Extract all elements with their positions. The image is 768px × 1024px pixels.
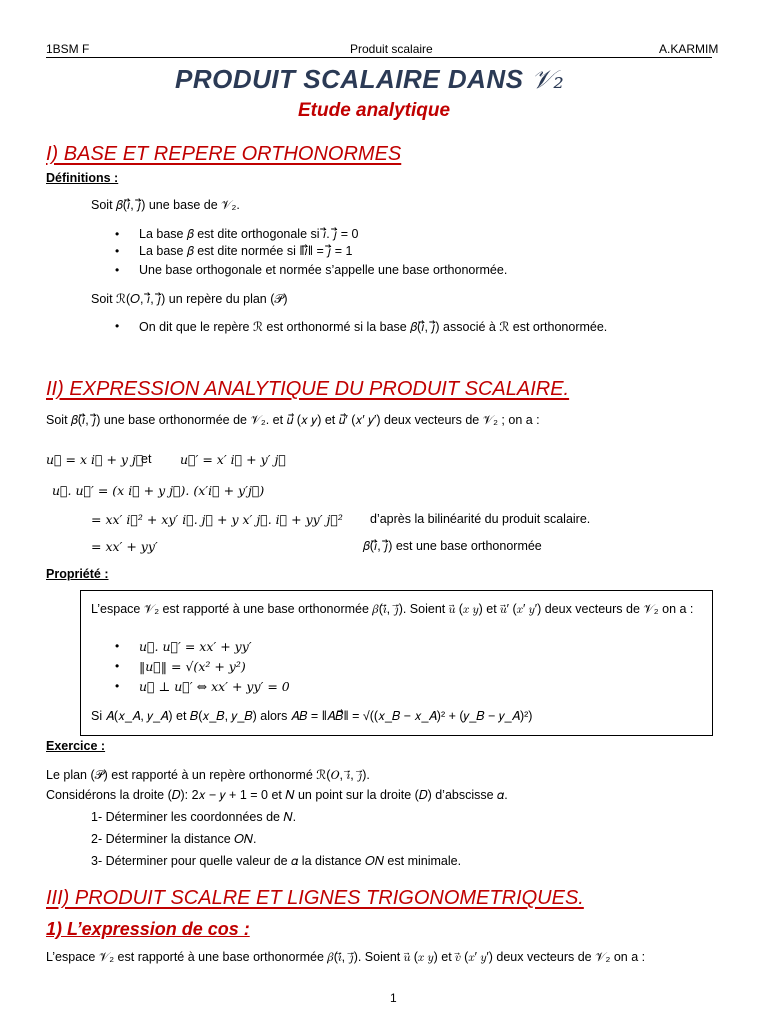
exercise-item-3: 3- Déterminer pour quelle valeur de 𝛼 la distance 𝑂𝑁 est minimale. [91, 854, 462, 868]
property-norm: ‖𝑢⃗‖ = √(𝑥² + 𝑦²) [139, 659, 246, 674]
exercise-item-2: 2- Déterminer la distance 𝑂𝑁. [91, 832, 257, 846]
title-symbol: 𝒱₂ [531, 65, 565, 95]
u-decomposition: 𝑢⃗ = 𝑥 𝑖⃗ + 𝑦 𝑗⃗ [46, 452, 144, 467]
orthonormal-note: 𝛽(𝑖⃗, 𝑗⃗) est une base orthonormée [363, 539, 542, 553]
title-text: PRODUIT SCALAIRE DANS [175, 64, 524, 94]
result-line: = 𝑥𝑥′ + 𝑦𝑦′ [91, 539, 158, 554]
bullet-orthonormee: Une base orthogonale et normée s’appelle une base orthonormée. [139, 263, 508, 277]
property-orthogonality: 𝑢⃗ ⊥ 𝑢⃗′ ⇔ 𝑥𝑥′ + 𝑦𝑦′ = 0 [139, 679, 290, 694]
section3-intro: L’espace 𝒱₂ est rapporté à une base orthonormée 𝛽(𝑖⃗, 𝑗⃗). Soient 𝑢⃗ (𝑥 𝑦) et 𝑣⃗ (𝑥′ 𝑦′) deux vecteurs de 𝒱₂ on a : [46, 950, 646, 964]
page-title [175, 64, 564, 96]
expansion-line: = 𝑥𝑥′ 𝑖⃗² + 𝑥𝑦′ 𝑖⃗. 𝑗⃗ + 𝑦 𝑥′ 𝑗⃗. 𝑖⃗ + 𝑦𝑦′ 𝑗⃗² [91, 512, 343, 527]
property-intro: L’espace 𝒱₂ est rapporté à une base orthonormée 𝛽(𝑖⃗, 𝑗⃗). Soient 𝑢⃗ (𝑥 𝑦) et 𝑢⃗′ (𝑥′ 𝑦′) deux vecteurs de 𝒱₂ on a : [91, 602, 694, 616]
header-rule [46, 57, 712, 58]
section2-intro: Soit 𝛽(𝑖⃗, 𝑗⃗) une base orthonormée de 𝒱₂. et 𝑢⃗ (𝑥 𝑦) et 𝑢⃗′ (𝑥′ 𝑦′) deux vecteurs de 𝒱₂ ; on a : [46, 413, 540, 427]
definitions-label: Définitions : [46, 171, 119, 185]
bullet-dot: • [115, 659, 120, 673]
exercise-item-1: 1- Déterminer les coordonnées de 𝑁. [91, 810, 297, 824]
repere-intro: Soit ℛ(𝑂, 𝑖⃗, 𝑗⃗) un repère du plan (𝒫) [91, 292, 288, 306]
bullet-dot: • [115, 227, 120, 241]
header-center: Produit scalaire [350, 42, 433, 56]
section1-heading: I) BASE ET REPERE ORTHONORMES [46, 143, 402, 165]
repere-bullet: On dit que le repère ℛ est orthonormé si la base 𝛽(𝑖⃗, 𝑗⃗) associé à ℛ est orthonormée. [139, 320, 608, 334]
property-dot-product: 𝑢⃗. 𝑢⃗′ = 𝑥𝑥′ + 𝑦𝑦′ [139, 639, 252, 654]
page-subtitle: Etude analytique [298, 100, 451, 121]
dot-product-line: 𝑢⃗. 𝑢⃗′ = (𝑥 𝑖⃗ + 𝑦 𝑗⃗). (𝑥′𝑖⃗ + 𝑦′𝑗⃗) [52, 483, 265, 498]
et-word: et [141, 452, 152, 466]
bullet-orthogonale: La base 𝛽 est dite orthogonale si 𝑖⃗. 𝑗⃗ = 0 [139, 227, 359, 241]
bullet-dot: • [115, 679, 120, 693]
property-label: Propriété : [46, 567, 109, 581]
section3-heading: III) PRODUIT SCALRE ET LIGNES TRIGONOMETRIQUES. [46, 887, 584, 909]
bullet-dot: • [115, 639, 120, 653]
bullet-dot: • [115, 319, 120, 333]
exercise-line-2: Considérons la droite (𝐷): 2𝑥 − 𝑦 + 1 = 0 et 𝑁 un point sur la droite (𝐷) d’abscisse 𝛼. [46, 788, 508, 802]
section2-heading: II) EXPRESSION ANALYTIQUE DU PRODUIT SCALAIRE. [46, 378, 570, 400]
header-left: 1BSM F [46, 42, 90, 56]
exercise-line-1: Le plan (𝒫) est rapporté à un repère orthonormé ℛ(𝑂, 𝑖⃗, 𝑗⃗). [46, 768, 370, 782]
cos-subheading: 1) L’expression de cos : [46, 919, 250, 939]
bullet-dot: • [115, 244, 120, 258]
exercise-label: Exercice : [46, 739, 106, 753]
bullet-dot: • [115, 263, 120, 277]
header-right: A.KARMIM [659, 42, 719, 56]
bilinearity-note: d’après la bilinéarité du produit scalaire. [370, 512, 591, 526]
base-intro: Soit 𝛽(𝑖⃗, 𝑗⃗) une base de 𝒱₂. [91, 198, 240, 212]
bullet-normee: La base 𝛽 est dite normée si ‖𝑖⃗‖ = 𝑗⃗ = 1 [139, 244, 353, 258]
u-prime-decomposition: 𝑢⃗′ = 𝑥′ 𝑖⃗ + 𝑦′ 𝑗⃗ [180, 452, 286, 467]
property-distance: Si 𝐴(𝑥_𝐴, 𝑦_𝐴) et 𝐵(𝑥_𝐵, 𝑦_𝐵) alors 𝐴𝐵 = ‖𝐴𝐵⃗‖ = √((𝑥_𝐵 − 𝑥_𝐴)² + (𝑦_𝐵 − 𝑦_𝐴)²) [91, 709, 533, 723]
page-number: 1 [390, 991, 397, 1005]
